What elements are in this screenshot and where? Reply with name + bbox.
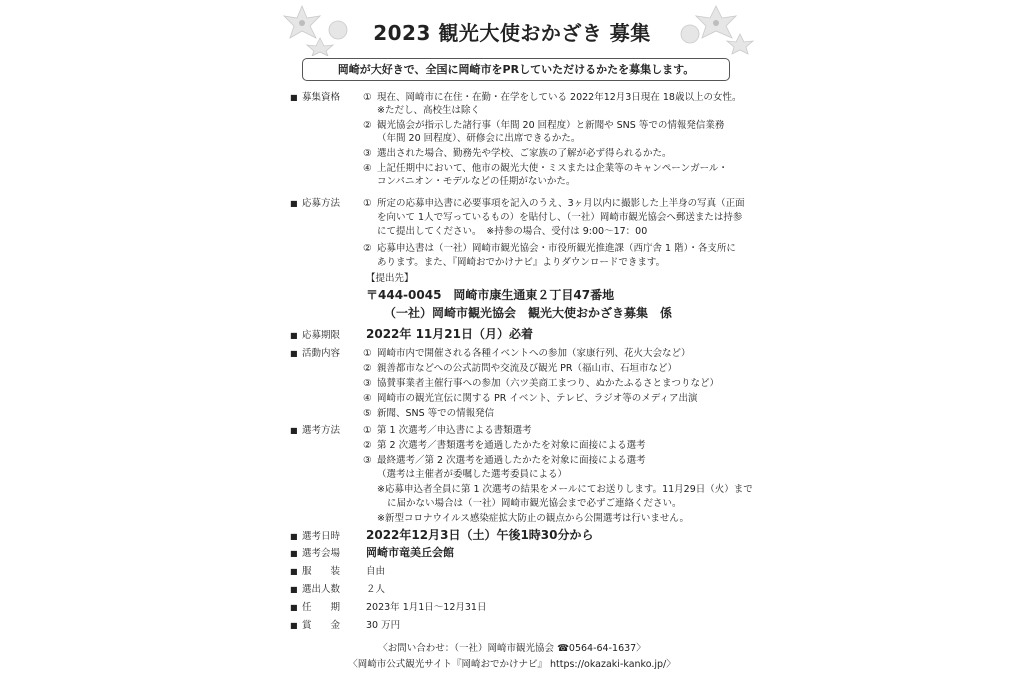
count-label: 選出人数 (302, 584, 341, 595)
item-number: ② (363, 440, 372, 451)
method-item-text: にて提出してください。 ※持参の場合、受付は 9:00～17：00 (377, 226, 648, 237)
section-bullet: ■ (290, 549, 298, 558)
activity-item-text: 親善都市などへの公式訪問や交流及び観光 PR（福山市、石垣市など） (377, 363, 677, 374)
contact-info: 〈お問い合わせ：（一社）岡崎市観光協会 ☎0564-64-1637〉 (378, 643, 646, 654)
item-number: ② (363, 243, 372, 254)
selection-item-text: 最終選考／第 2 次選考を通過したかたを対象に面接による選考 (377, 455, 646, 466)
qualification-item-text: 上記任期中において、他市の観光大使・ミスまたは企業等のキャンペーンガール・ (377, 163, 728, 174)
deadline-label: 応募期限 (302, 330, 341, 341)
selection-note: ※新型コロナウイルス感染症拡大防止の観点から公開選考は行いません。 (377, 513, 689, 524)
venue-value: 岡崎市竜美丘会館 (366, 546, 454, 559)
term-value: 2023年 1月1日～12月31日 (366, 602, 487, 613)
attire-label: 服 装 (302, 566, 341, 577)
date-value: 2022年12月3日（土）午後1時30分から (366, 528, 594, 542)
page-title: 2023 観光大使おかざき 募集 (373, 21, 651, 45)
activity-item-text: 岡崎市内で開催される各種イベントへの参加（家康行列、花火大会など） (377, 348, 691, 359)
qualification-item-text: 現在、岡崎市に在住・在勤・在学をしている 2022年12月3日現在 18歳以上の女性。 (377, 92, 742, 103)
selection-note: に届かない場合は（一社）岡崎市観光協会まで必ずご連絡ください。 (387, 498, 682, 509)
method-item-text: あります。また、『岡崎おでかけナビ』よりダウンロードできます。 (377, 257, 666, 268)
qualification-item-text: ※ただし、高校生は除く (377, 105, 480, 116)
section-bullet: ■ (290, 532, 298, 541)
website-info: 〈岡崎市公式観光サイト『岡崎おでかけナビ』 https://okazaki-kanko.jp/〉 (348, 659, 676, 670)
qualification-item-text: コンパニオン・モデルなどの任期がないかた。 (377, 176, 576, 187)
section-bullet: ■ (290, 331, 298, 340)
item-number: ③ (363, 455, 372, 466)
item-number: ① (363, 198, 372, 209)
submit-recipient: （一社）岡崎市観光協会 観光大使おかざき募集 係 (384, 306, 673, 320)
selection-item-text: 第 1 次選考／申込書による書類選考 (377, 425, 532, 436)
item-number: ④ (363, 393, 372, 404)
count-value: ２人 (366, 584, 386, 595)
method-label: 応募方法 (302, 198, 341, 209)
selection-note: （選考は主催者が委嘱した選考委員による） (377, 469, 568, 480)
item-number: ② (363, 120, 372, 131)
submit-heading: 【提出先】 (366, 273, 414, 284)
section-bullet: ■ (290, 567, 298, 576)
selection-item-text: 第 2 次選考／書類選考を通過したかたを対象に面接による選考 (377, 440, 646, 451)
activities-label: 活動内容 (302, 348, 341, 359)
section-bullet: ■ (290, 621, 298, 630)
item-number: ③ (363, 148, 372, 159)
qualification-label: 募集資格 (302, 92, 341, 103)
method-item-text: を向いて 1人で写っているもの）を貼付し、（一社）岡崎市観光協会へ郵送または持参 (377, 212, 743, 223)
item-number: ① (363, 92, 372, 103)
section-bullet: ■ (290, 603, 298, 612)
section-bullet: ■ (290, 199, 298, 208)
reward-label: 賞 金 (302, 620, 341, 631)
item-number: ① (363, 425, 372, 436)
deadline-value: 2022年 11月21日（月）必着 (366, 327, 533, 341)
date-label: 選考日時 (302, 531, 341, 542)
submit-address: 〒444-0045 岡崎市康生通東２丁目47番地 (366, 288, 615, 302)
method-item-text: 所定の応募申込書に必要事項を記入のうえ、3ヶ月以内に撮影した上半身の写真（正面 (377, 198, 745, 209)
selection-label: 選考方法 (302, 425, 341, 436)
activity-item-text: 岡崎市の観光宣伝に関する PR イベント、テレビ、ラジオ等のメディア出演 (377, 393, 698, 404)
activity-item-text: 新聞、SNS 等での情報発信 (377, 408, 495, 419)
method-item-text: 応募申込書は（一社）岡崎市観光協会・市役所観光推進課（西庁舎 1 階）・各支所に (377, 243, 736, 254)
section-bullet: ■ (290, 349, 298, 358)
intro-banner: 岡崎が大好きで、全国に岡崎市をPRしていただけるかたを募集します。 (302, 58, 730, 81)
qualification-item-text: 観光協会が指示した諸行事（年間 20 回程度）と新聞や SNS 等での情報発信業務 (377, 120, 725, 131)
section-bullet: ■ (290, 93, 298, 102)
section-bullet: ■ (290, 426, 298, 435)
attire-value: 自由 (366, 566, 386, 577)
item-number: ② (363, 363, 372, 374)
section-bullet: ■ (290, 585, 298, 594)
item-number: ① (363, 348, 372, 359)
activity-item-text: 協賛事業者主催行事への参加（六ツ美商工まつり、ぬかたふるさとまつりなど） (377, 378, 720, 389)
item-number: ④ (363, 163, 372, 174)
venue-label: 選考会場 (302, 548, 341, 559)
item-number: ③ (363, 378, 372, 389)
reward-value: 30 万円 (366, 620, 401, 631)
selection-note: ※応募申込者全員に第 1 次選考の結果をメールにてお送りします。11月29日（火）まで (377, 484, 753, 495)
qualification-item-text: 選出された場合、勤務先や学校、ご家族の了解が必ず得られるかた。 (377, 148, 672, 159)
item-number: ⑤ (363, 408, 372, 419)
term-label: 任 期 (302, 602, 341, 613)
qualification-item-text: （年間 20 回程度）、研修会に出席できるかた。 (377, 133, 581, 144)
